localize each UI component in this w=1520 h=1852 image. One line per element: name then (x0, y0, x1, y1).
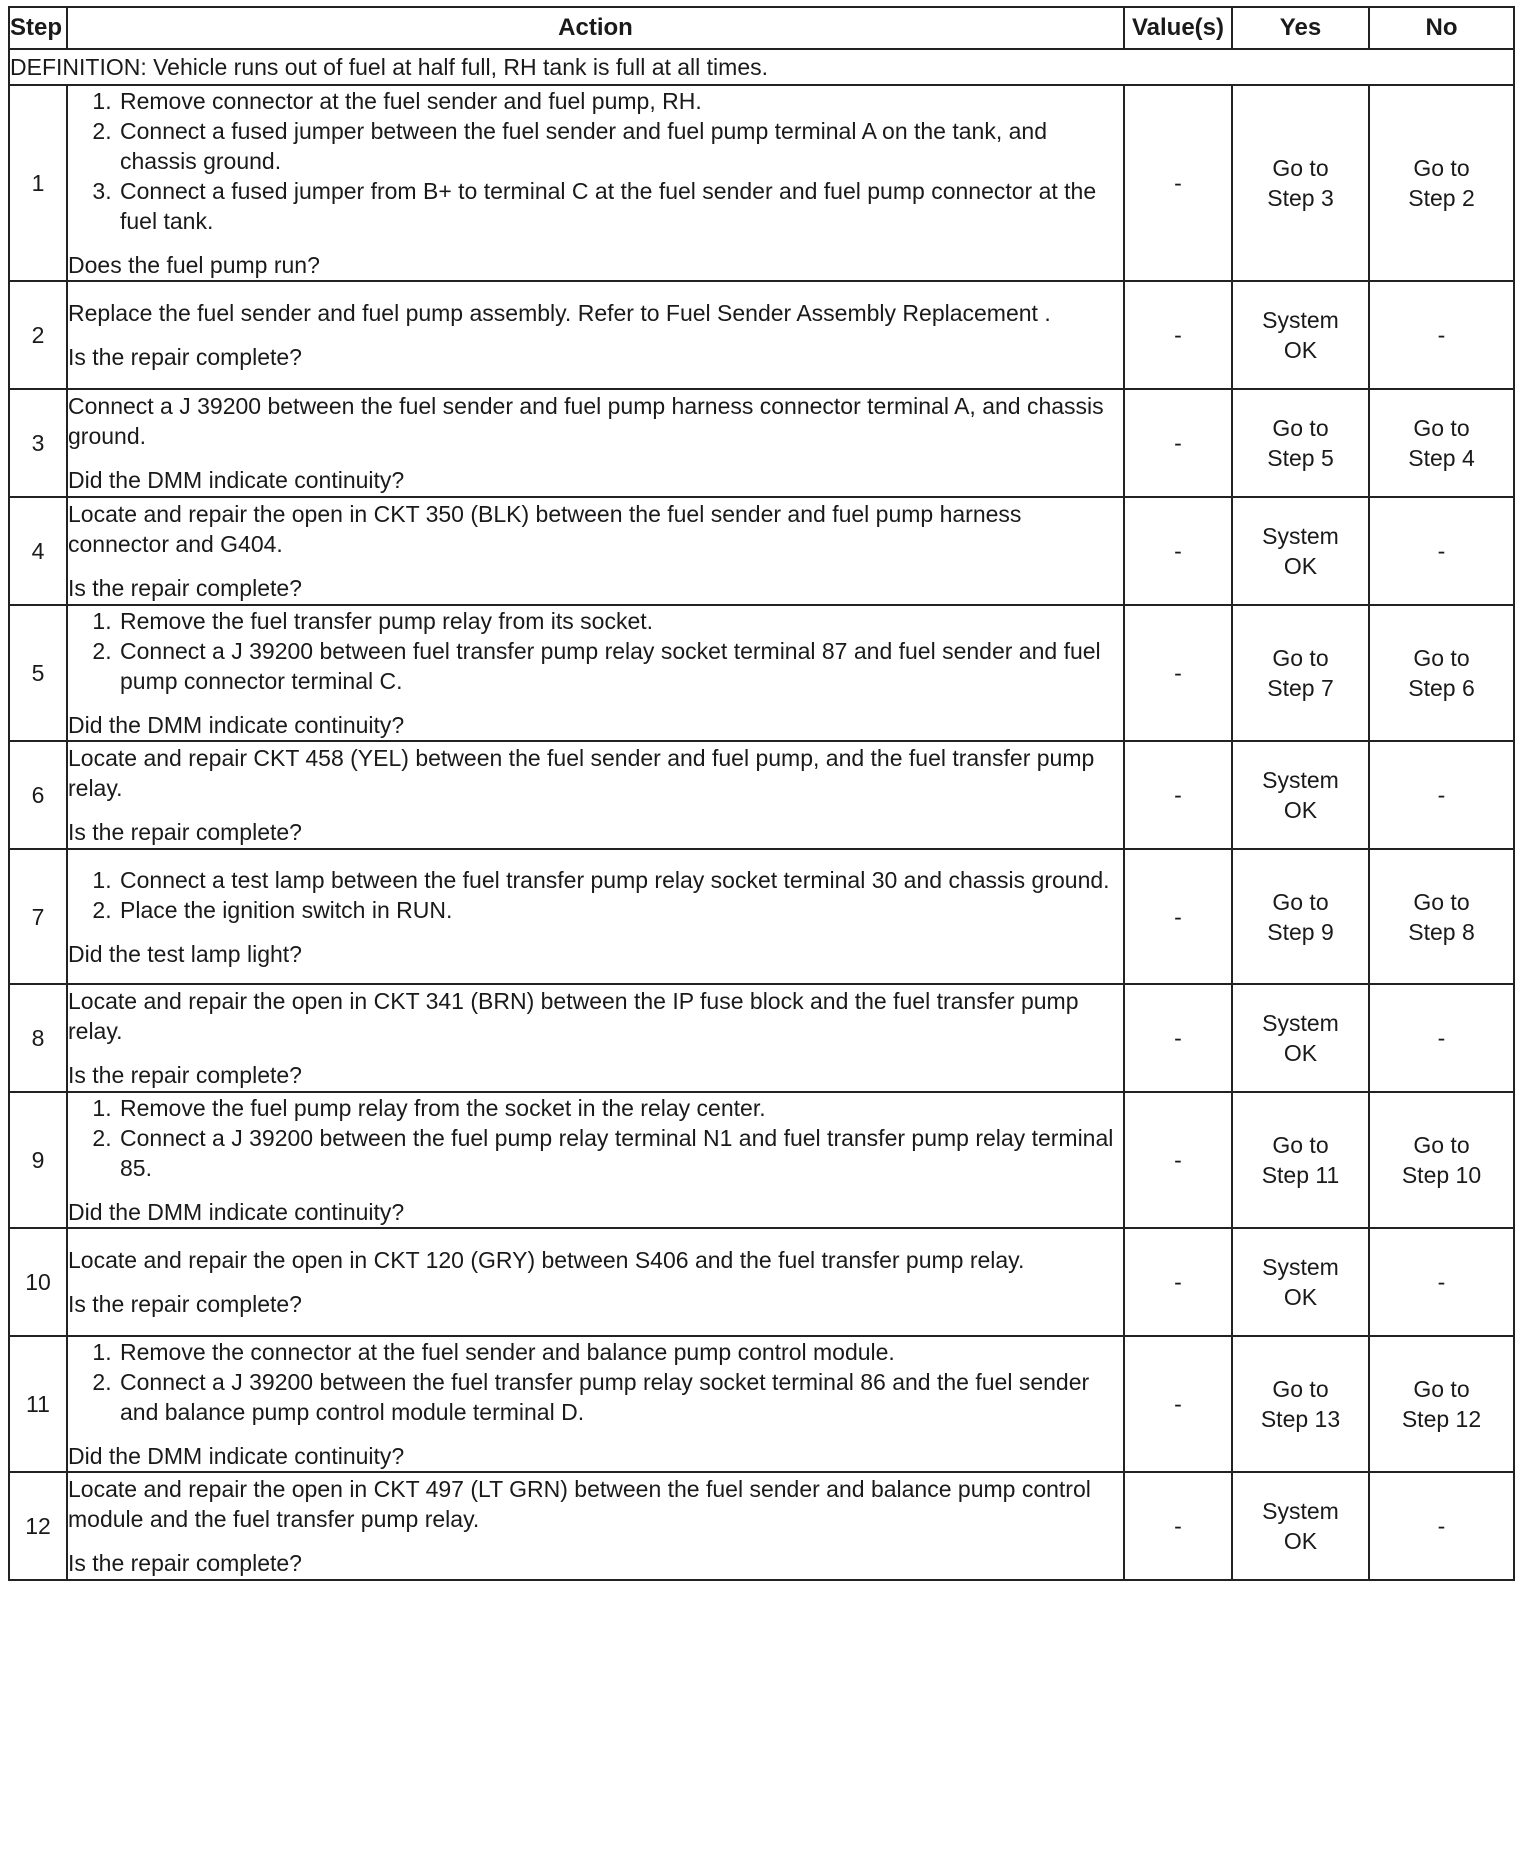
yes-answer-line: System (1262, 1254, 1339, 1280)
no-answer-line: Step 8 (1408, 918, 1475, 945)
action-text: Locate and repair the open in CKT 120 (GRY) between S406 and the fuel transfer pump relay. (68, 1247, 1025, 1273)
yes-cell (1232, 1092, 1369, 1228)
step-number: 6 (9, 741, 67, 849)
no-answer-line: Go to (1413, 888, 1470, 915)
no-cell (1369, 849, 1514, 984)
action-step-item: 2. Connect a J 39200 between the fuel pump relay terminal N1 and fuel transfer pump relay terminal 85. (118, 1123, 1123, 1183)
step-number: 1 (9, 85, 67, 281)
step-number: 8 (9, 984, 67, 1092)
step-number: 3 (9, 389, 67, 497)
action-cell (67, 281, 1124, 389)
no-answer-line: - (1437, 538, 1446, 564)
action-cell (67, 1336, 1124, 1472)
action-question: Did the DMM indicate continuity? (68, 1199, 405, 1225)
no-answer-line: Step 2 (1408, 185, 1475, 211)
step-row (9, 984, 1514, 1092)
action-step-item: 2. Place the ignition switch in RUN. (118, 895, 1123, 925)
no-answer-line: Go to (1413, 155, 1470, 181)
action-cell (67, 85, 1124, 281)
action-step-item: 2. Connect a fused jumper between the fuel sender and fuel pump terminal A on the tank, and chassis ground. (118, 116, 1123, 176)
no-answer-line: - (1437, 322, 1446, 348)
value-cell: - (1124, 1472, 1232, 1580)
no-cell (1369, 497, 1514, 605)
action-cell (67, 1472, 1124, 1580)
step-number: 2 (9, 281, 67, 389)
no-cell (1369, 1472, 1514, 1580)
step-number: 12 (9, 1472, 67, 1580)
yes-answer-line: Go to (1272, 645, 1329, 671)
no-cell (1369, 741, 1514, 849)
no-answer-line: Go to (1413, 645, 1470, 671)
no-cell (1369, 605, 1514, 741)
value-cell: - (1124, 849, 1232, 984)
action-cell (67, 1092, 1124, 1228)
yes-cell (1232, 605, 1369, 741)
value-cell: - (1124, 281, 1232, 389)
yes-answer-line: OK (1283, 1284, 1318, 1310)
step-number: 4 (9, 497, 67, 605)
step-row (9, 85, 1514, 281)
no-answer-line: - (1437, 1269, 1446, 1295)
no-answer-line: - (1437, 782, 1446, 808)
yes-cell (1232, 497, 1369, 605)
value-cell: - (1124, 741, 1232, 849)
header-yes: Yes (1232, 7, 1369, 49)
action-text: Locate and repair the open in CKT 350 (BLK) between the fuel sender and fuel pump harness connector and G404. (68, 501, 1022, 557)
header-values: Value(s) (1124, 7, 1232, 49)
value-cell: - (1124, 984, 1232, 1092)
yes-cell (1232, 389, 1369, 497)
action-text: Connect a J 39200 between the fuel sender and fuel pump harness connector terminal A, and chassis ground. (68, 393, 1104, 449)
no-cell (1369, 389, 1514, 497)
no-answer-line: Step 4 (1408, 445, 1475, 471)
yes-answer-line: Go to (1272, 888, 1329, 915)
step-row (9, 741, 1514, 849)
no-cell (1369, 85, 1514, 281)
yes-cell (1232, 85, 1369, 281)
action-step-item: 1. Connect a test lamp between the fuel transfer pump relay socket terminal 30 and chassis ground. (118, 865, 1123, 895)
no-cell (1369, 1092, 1514, 1228)
yes-answer-line: Step 3 (1267, 185, 1334, 211)
no-answer-line: - (1437, 1025, 1446, 1051)
no-answer-line: Step 12 (1401, 1406, 1482, 1432)
yes-answer-line: System (1262, 1498, 1339, 1524)
action-step-item: 2. Connect a J 39200 between the fuel transfer pump relay socket terminal 86 and the fuel sender and balance pump control module terminal D. (118, 1367, 1123, 1427)
action-question: Is the repair complete? (68, 1291, 302, 1317)
yes-cell (1232, 1228, 1369, 1336)
yes-answer-line: Go to (1272, 415, 1329, 441)
action-question: Is the repair complete? (68, 1062, 302, 1088)
header-action: Action (67, 7, 1124, 49)
action-text: Locate and repair the open in CKT 497 (LT GRN) between the fuel sender and balance pump control module and the fuel transfer pump relay. (68, 1476, 1091, 1532)
action-cell (67, 497, 1124, 605)
step-row (9, 1336, 1514, 1472)
yes-answer-line: Step 13 (1260, 1406, 1341, 1432)
action-cell (67, 605, 1124, 741)
action-steps-list (68, 86, 1123, 236)
step-row (9, 849, 1514, 984)
header-no: No (1369, 7, 1514, 49)
yes-answer-line: Step 11 (1261, 1162, 1340, 1188)
step-row (9, 1092, 1514, 1228)
value-cell: - (1124, 389, 1232, 497)
step-number: 9 (9, 1092, 67, 1228)
no-cell (1369, 281, 1514, 389)
yes-answer-line: OK (1283, 337, 1318, 363)
step-number: 5 (9, 605, 67, 741)
yes-answer-line: System (1262, 307, 1339, 333)
definition-row (9, 49, 1514, 85)
yes-answer-line: System (1262, 1010, 1339, 1036)
action-question: Did the DMM indicate continuity? (68, 467, 405, 493)
value-cell: - (1124, 85, 1232, 281)
yes-cell (1232, 849, 1369, 984)
no-answer-line: - (1437, 1513, 1446, 1539)
action-question: Is the repair complete? (68, 344, 302, 370)
step-number: 10 (9, 1228, 67, 1336)
yes-answer-line: Step 7 (1267, 675, 1334, 701)
action-text: Locate and repair the open in CKT 341 (BRN) between the IP fuse block and the fuel transfer pump relay. (68, 988, 1079, 1044)
action-step-item: 3. Connect a fused jumper from B+ to terminal C at the fuel sender and fuel pump connector at the fuel tank. (118, 176, 1123, 236)
action-steps-list (68, 606, 1123, 696)
action-question: Is the repair complete? (68, 819, 302, 845)
step-row (9, 1228, 1514, 1336)
value-cell: - (1124, 497, 1232, 605)
no-cell (1369, 1336, 1514, 1472)
header-row (9, 7, 1514, 49)
step-row (9, 605, 1514, 741)
action-question: Did the test lamp light? (68, 940, 302, 967)
diagnostic-table-container (8, 6, 1513, 1581)
action-question: Does the fuel pump run? (68, 252, 320, 278)
yes-answer-line: Step 5 (1267, 445, 1334, 471)
yes-answer-line: Go to (1272, 1376, 1329, 1402)
header-step: Step (9, 7, 67, 49)
no-answer-line: Go to (1413, 1376, 1470, 1402)
action-cell (67, 984, 1124, 1092)
yes-answer-line: Step 9 (1267, 918, 1334, 945)
action-cell (67, 741, 1124, 849)
action-steps-list (68, 865, 1123, 925)
yes-cell (1232, 281, 1369, 389)
action-steps-list (68, 1337, 1123, 1427)
action-cell (67, 1228, 1124, 1336)
action-step-item: 1. Remove the connector at the fuel sender and balance pump control module. (118, 1337, 1123, 1367)
value-cell: - (1124, 605, 1232, 741)
yes-answer-line: Go to (1272, 1132, 1329, 1158)
no-cell (1369, 984, 1514, 1092)
yes-answer-line: Go to (1272, 155, 1329, 181)
action-cell (67, 389, 1124, 497)
action-text: Locate and repair CKT 458 (YEL) between the fuel sender and fuel pump, and the fuel transfer pump relay. (68, 745, 1095, 801)
no-answer-line: Step 10 (1401, 1162, 1482, 1188)
yes-cell (1232, 741, 1369, 849)
value-cell: - (1124, 1336, 1232, 1472)
yes-answer-line: OK (1283, 797, 1318, 823)
action-step-item: 1. Remove the fuel pump relay from the socket in the relay center. (118, 1093, 1123, 1123)
action-question: Did the DMM indicate continuity? (68, 1443, 405, 1469)
yes-answer-line: OK (1283, 553, 1318, 579)
step-row (9, 1472, 1514, 1580)
yes-answer-line: OK (1283, 1528, 1318, 1554)
action-step-item: 2. Connect a J 39200 between fuel transfer pump relay socket terminal 87 and fuel sender and fuel pump connector terminal C. (118, 636, 1123, 696)
yes-answer-line: System (1262, 523, 1339, 549)
yes-cell (1232, 1472, 1369, 1580)
action-question: Is the repair complete? (68, 1550, 302, 1576)
yes-answer-line: System (1262, 767, 1339, 793)
action-question: Did the DMM indicate continuity? (68, 712, 405, 738)
no-answer-line: Step 6 (1408, 675, 1475, 701)
step-row (9, 389, 1514, 497)
yes-cell (1232, 1336, 1369, 1472)
no-answer-line: Go to (1413, 415, 1470, 441)
yes-cell (1232, 984, 1369, 1092)
value-cell: - (1124, 1092, 1232, 1228)
step-number: 11 (9, 1336, 67, 1472)
no-cell (1369, 1228, 1514, 1336)
action-question: Is the repair complete? (68, 575, 302, 601)
action-step-item: 1. Remove the fuel transfer pump relay from its socket. (118, 606, 1123, 636)
action-steps-list (68, 1093, 1123, 1183)
diagnostic-table (8, 6, 1515, 1581)
no-answer-line: Go to (1413, 1132, 1470, 1158)
action-cell (67, 849, 1124, 984)
step-number: 7 (9, 849, 67, 984)
step-row (9, 281, 1514, 389)
action-step-item: 1. Remove connector at the fuel sender and fuel pump, RH. (118, 86, 1123, 116)
step-row (9, 497, 1514, 605)
definition-text: DEFINITION: Vehicle runs out of fuel at half full, RH tank is full at all times. (9, 49, 1514, 85)
action-text: Replace the fuel sender and fuel pump assembly. Refer to Fuel Sender Assembly Replacement . (68, 300, 1051, 326)
value-cell: - (1124, 1228, 1232, 1336)
yes-answer-line: OK (1283, 1040, 1318, 1066)
